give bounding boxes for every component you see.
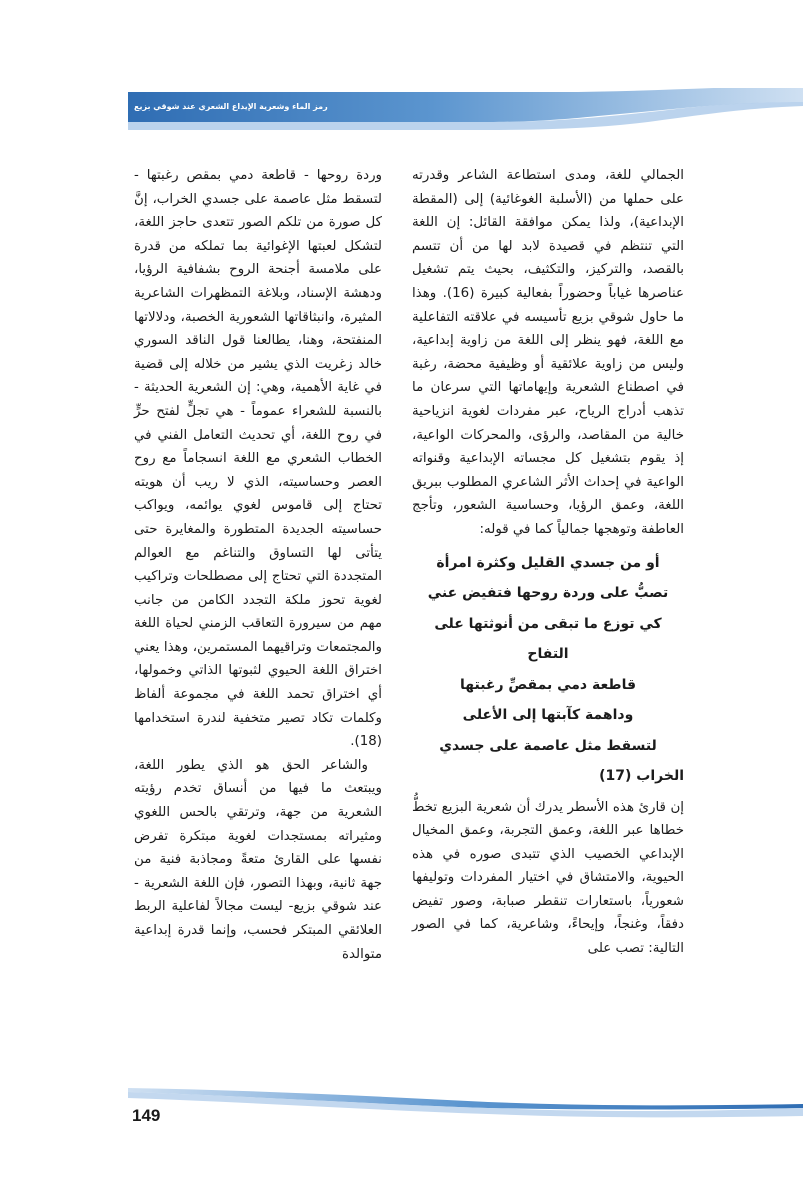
poem-line: قاطعة دمي بمقصِّ رغبتها [459,676,636,693]
poem-line: كي توزع ما تبقى من أنوثتها على التفاح [434,615,662,662]
left-text-column [134,164,382,966]
poem-line: تصبُّ على وردة روحها فتفيض عني [427,585,669,601]
poem-line: الخراب (17) [599,768,684,784]
page-number: 149 [132,1106,161,1125]
footer-wave-graphic [128,1086,803,1146]
poem-line: لتسقط مثل عاصمة على جسدي [439,737,657,754]
poem-line: وداهمة كآبتها إلى الأعلى [462,707,634,723]
header-wave-graphic [128,88,803,138]
body-paragraph: إن قارئ هذه الأسطر يدرك أن شعرية البزيع تخطُّ خطاها عبر اللغة، وعمق التجربة، وعمق المخيال الإبداعي الخصيب الذي تتبدى صوره في هذه الحيوية، والامتشاق في اختيار المفردات وتوليفها شعورياً، باستعارات تنقطر صبابة، وصور تفيض دفقاً، وغنجاً، وإيحاءً، وشاعرية، كما في الصور التالية: تصب على [412,799,684,957]
running-header-title: رمز الماء وشعرية الإيداع الشعري عند شوقي بزيع [134,102,328,111]
body-paragraph: والشاعر الحق هو الذي يطور اللغة، ويبتعث ما فيها من أنساق تخدم رؤيته الشعرية من جهة، وترتقي بالحس اللغوي ومثيراته بمستجدات لغوية مبتكرة تفرض نفسها على القارئ متعةً ومجاذبة فنية من جهة ثانية، وبهذا التصور، فإن اللغة الشعرية - عند شوقي بزيع- ليست مجالاً لفاعلية الربط العلائقي المبتكر فحسب، وإنما قدرة إبداعية متوالدة [134,757,382,962]
poem-line: أو من جسدي القليل وكثرة امرأة [436,554,660,571]
header-band [128,88,803,138]
right-text-column [412,164,684,961]
footer-band [128,1086,803,1146]
body-paragraph: الجمالي للغة، ومدى استطاعة الشاعر وقدرته على حملها من (الأسلبة الغوغائية) إلى (المقطة الإبداعية)، ولذا يمكن موافقة القائل: إن اللغة التي تنتظم في قصيدة لابد لها من أن تتسم بالقصد، والتركيز، والتكثيف، بحيث يتم تشغيل عناصرها غياباً وحضوراً بفعالية كبيرة (16). وهذا ما حاول شوقي بزيع تأسيسه في علاقته التفاعلية مع اللغة، فهو ينظر إلى اللغة من زاوية إبداعية، وليس من زاوية علائقية أو وظيفية محضة، رغبة في اصطناع الشعرية وإيهاماتها التي سرعان ما تذهب أدراج الرياح، عبر مفردات لغوية انزياحية خالية من المقاصد، والرؤى، والمحركات الواعية، إذ يقوم بتشغيل كل مجساته الإبداعية وقنواته الواعية في إحداث الأثر الشاعري المطلوب ببريق اللغة، وعمق الرؤيا، وحساسية الشعور، وتأجج العاطفة وتوهجها جمالياً كما في قوله: [412,168,685,537]
body-paragraph: وردة روحها - قاطعة دمي بمقص رغبتها - لتسقط مثل عاصمة على جسدي الخراب، إنَّ كل صورة من تلكم الصور تتعدى حاجز اللغة، لتشكل لعبتها الإغوائية بما تملكه من قدرة على ملامسة أجنحة الروح بشفافية الرؤيا، ودهشة الإسناد، وبلاغة التمظهرات الشاعرية المثيرة، وانبثاقاتها الشعورية الخصبة، ودلالاتها المنفتحة، وهنا، يطالعنا قول الناقد السوري خالد زغريت الذي يشير من خلاله إلى قضية في غاية الأهمية، وهي: إن الشعرية الحديثة - بالنسبة للشعراء عموماً - هي تجلٍّ لفتح حرٍّ في روح اللغة، أي تحديث التعامل الفني في الخطاب الشعري مع اللغة انسجاماً مع روح العصر وحساسيته، الذي لا ريب أن هويته تحتاج إلى قاموس لغوي يوائمه، ويواكب حساسيته الجديدة المتطورة والمغايرة حتى يتأتى لها التساوق والتناغم مع العوالم المتجددة التي تحتاج إلى مصطلحات وتراكيب لغوية تحوز ملكة التجدد الكامن من جانب مهم من سيرورة التعاقب الزمني لحياة اللغة والمجتمعات وتراقيهما المستمرين، وهذا يعني اختراق اللغة الحيوي لثبوتها الذاتي وخمولها، أي اختراق تحمد اللغة في مجموعة ألفاظ وكلمات تكاد تصير متخفية لندرة استخدامها (18). [134,168,382,750]
poem-excerpt [412,548,684,792]
